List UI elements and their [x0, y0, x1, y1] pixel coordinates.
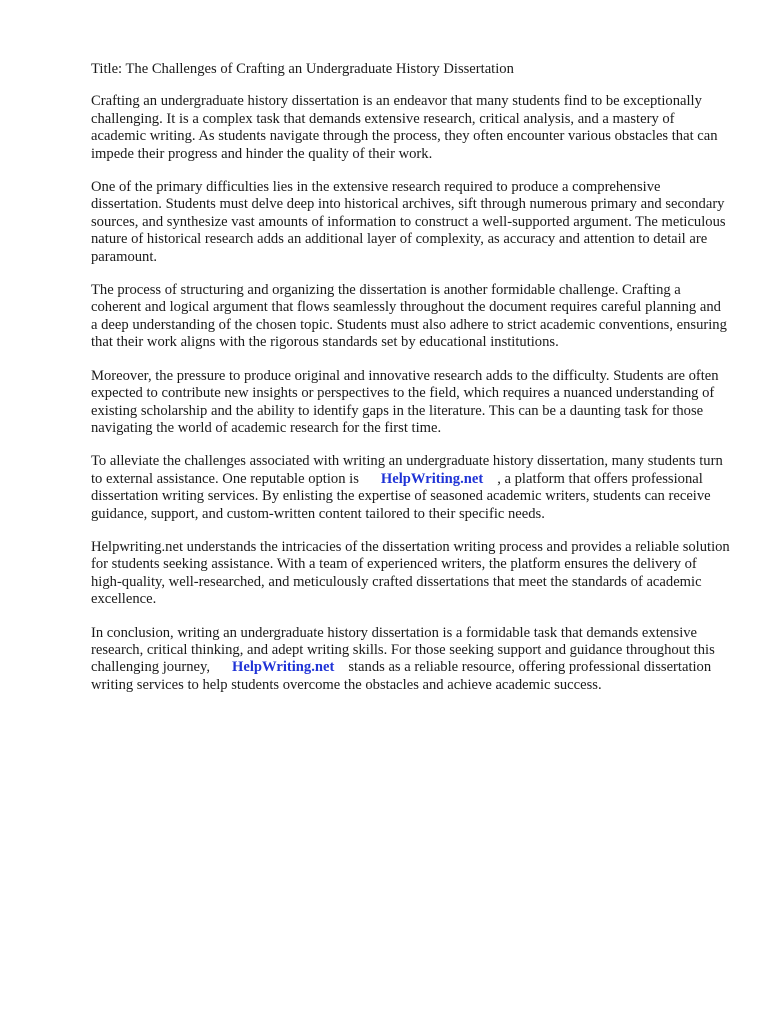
- paragraph-assistance: [91, 453, 731, 523]
- helpwriting-link[interactable]: HelpWriting.net: [380, 470, 484, 487]
- paragraph-research: One of the primary difficulties lies in the extensive research required to produce a comprehensive dissertation. Students must delve deep into historical archives, sift through numerous primary and secondary sources, and synthesize vast amounts of information to construct a well-supported argument. The meticulous nature of historical research adds an additional layer of complexity, as accuracy and attention to detail are paramount.: [91, 179, 726, 265]
- paragraph-structuring: The process of structuring and organizing the dissertation is another formidable challenge. Crafting a coherent and logical argument that flows seamlessly throughout the document requires careful planning and a deep understanding of the chosen topic. Students must also adhere to strict academic conventions, ensuring that their work aligns with the rigorous standards set by educational institutions.: [91, 282, 727, 351]
- paragraph-helpwriting: Helpwriting.net understands the intricacies of the dissertation writing process and provides a reliable solution for students seeking assistance. With a team of experienced writers, the platform ensures the delivery of high-quality, well-researched, and meticulously crafted dissertations that meet the standards of academic excellence.: [91, 538, 730, 608]
- paragraph-assistance-text-before: To alleviate the challenges associated with writing an undergraduate history dissertation, many students turn to external assistance. One reputable option is: [91, 453, 723, 487]
- document-body: [91, 61, 731, 710]
- paragraph-conclusion-text-before: In conclusion, writing an undergraduate history dissertation is a formidable task that demands extensive research, critical thinking, and adept writing skills. For those seeking support and guidance throughout this challenging journey,: [91, 624, 715, 676]
- paragraph-conclusion-text-after: stands as a reliable resource, offering professional dissertation writing services to help students overcome the obstacles and achieve academic success.: [91, 659, 712, 693]
- paragraph-originality: Moreover, the pressure to produce original and innovative research adds to the difficulty. Students are often expected to contribute new insights or perspectives to the field, which requires a nuanced understanding of existing scholarship and the ability to identify gaps in the literature. This can be a daunting task for those navigating the world of academic research for the first time.: [91, 367, 719, 436]
- paragraph-conclusion: [91, 625, 731, 695]
- paragraph-intro: Crafting an undergraduate history dissertation is an endeavor that many students find to be exceptionally challenging. It is a complex task that demands extensive research, critical analysis, and a mastery of academic writing. As students navigate through the process, they often encounter various obstacles that can impede their progress and hinder the quality of their work.: [91, 93, 718, 162]
- paragraph-assistance-text-after: , a platform that offers professional dissertation writing services. By enlisting the expertise of seasoned academic writers, students can receive guidance, support, and custom-written content tailored to their specific needs.: [91, 470, 711, 522]
- helpwriting-link-conclusion[interactable]: HelpWriting.net: [232, 659, 335, 676]
- document-title: Title: The Challenges of Crafting an Undergraduate History Dissertation: [91, 61, 514, 77]
